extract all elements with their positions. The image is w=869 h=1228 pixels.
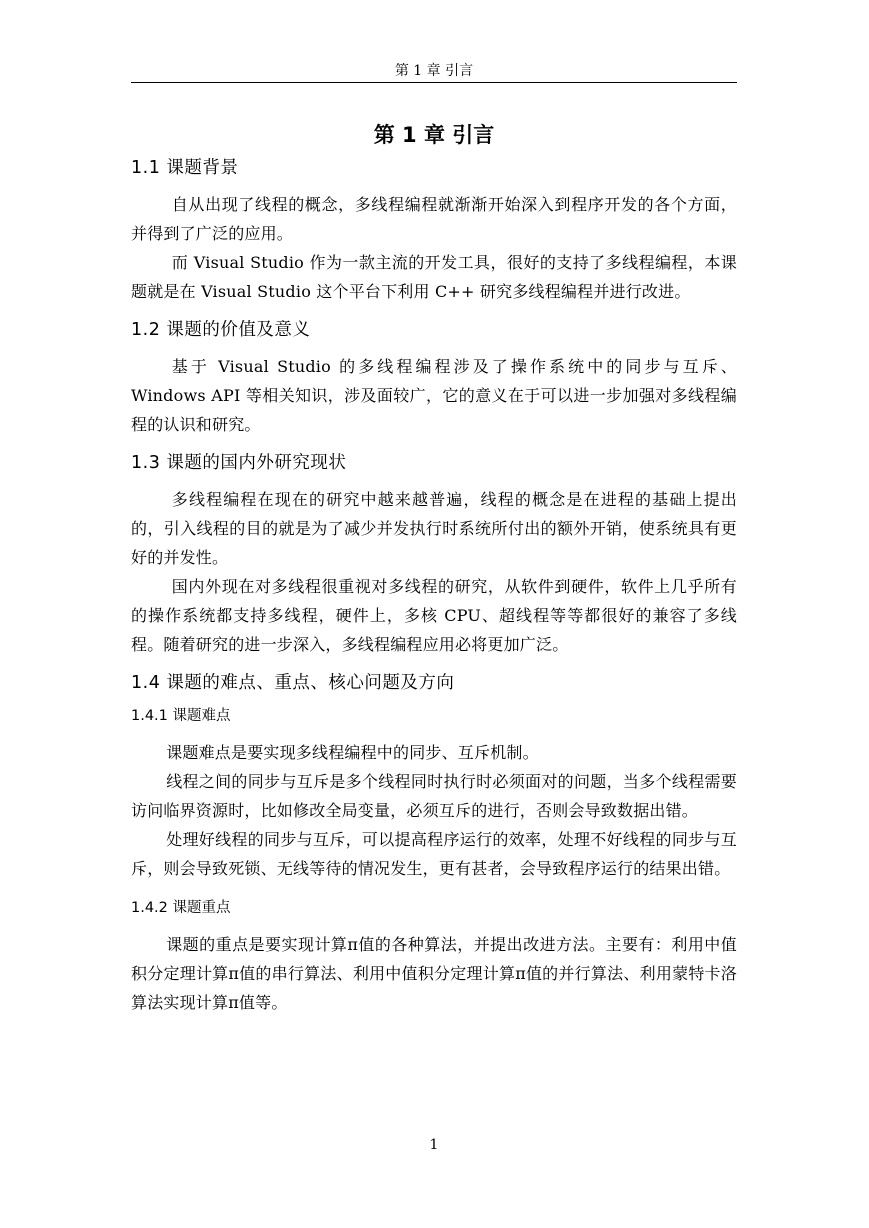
running-header: 第 1 章 引言 [394, 63, 474, 79]
section-1-1 [131, 156, 737, 306]
section-heading: 1.3 课题的国内外研究现状 [131, 453, 347, 473]
section-heading: 1.4 课题的难点、重点、核心问题及方向 [131, 673, 455, 693]
body-content [131, 156, 737, 1031]
paragraph: 课题的重点是要实现计算π值的各种算法，并提出改进方法。主要有：利用中值积分定理计算π值的串行算法、利用中值积分定理计算π值的并行算法、利用蒙特卡洛算法实现计算π值等。 [131, 935, 737, 1012]
section-1-2 [131, 318, 737, 439]
section-1-3 [131, 451, 737, 659]
page-number: 1 [429, 1137, 439, 1153]
header-rule [131, 82, 737, 83]
paragraph: 多线程编程在现在的研究中越来越普遍，线程的概念是在进程的基础上提出的，引入线程的目的就是为了减少并发执行时系统所付出的额外开销，使系统具有更好的并发性。 [131, 490, 737, 567]
section-heading: 1.2 课题的价值及意义 [131, 320, 311, 340]
paragraph: 自从出现了线程的概念，多线程编程就渐渐开始深入到程序开发的各个方面，并得到了广泛的应用。 [131, 195, 737, 243]
paragraph: 线程之间的同步与互斥是多个线程同时执行时必须面对的问题，当多个线程需要访问临界资源时，比如修改全局变量，必须互斥的进行，否则会导致数据出错。 [131, 772, 737, 820]
paragraph: 课题难点是要实现多线程编程中的同步、互斥机制。 [166, 743, 539, 762]
subsection-heading: 1.4.2 课题重点 [131, 900, 231, 916]
paragraph: 处理好线程的同步与互斥，可以提高程序运行的效率，处理不好线程的同步与互斥，则会导致死锁、无线等待的情况发生，更有甚者，会导致程序运行的结果出错。 [131, 830, 737, 878]
paragraph: 国内外现在对多线程很重视对多线程的研究，从软件到硬件，软件上几乎所有的操作系统都支持多线程，硬件上，多核 CPU、超线程等等都很好的兼容了多线程。随着研究的进一步深入，多线程编程应用必将更加广泛。 [131, 577, 737, 654]
paragraph: 而 Visual Studio 作为一款主流的开发工具，很好的支持了多线程编程，本课题就是在 Visual Studio 这个平台下利用 C++ 研究多线程编程并进行改进。 [131, 253, 737, 301]
subsection-heading: 1.4.1 课题难点 [131, 708, 231, 724]
paragraph: 基于 Visual Studio 的多线程编程涉及了操作系统中的同步与互斥、Windows API 等相关知识，涉及面较广，它的意义在于可以进一步加强对多线程编程的认识和研究。 [131, 357, 737, 434]
subsection-1-4-2 [131, 897, 737, 1017]
chapter-title: 第 1 章 引言 [373, 123, 495, 148]
subsection-1-4-1 [131, 705, 737, 883]
section-heading: 1.1 课题背景 [131, 158, 239, 178]
section-1-4 [131, 671, 737, 1017]
